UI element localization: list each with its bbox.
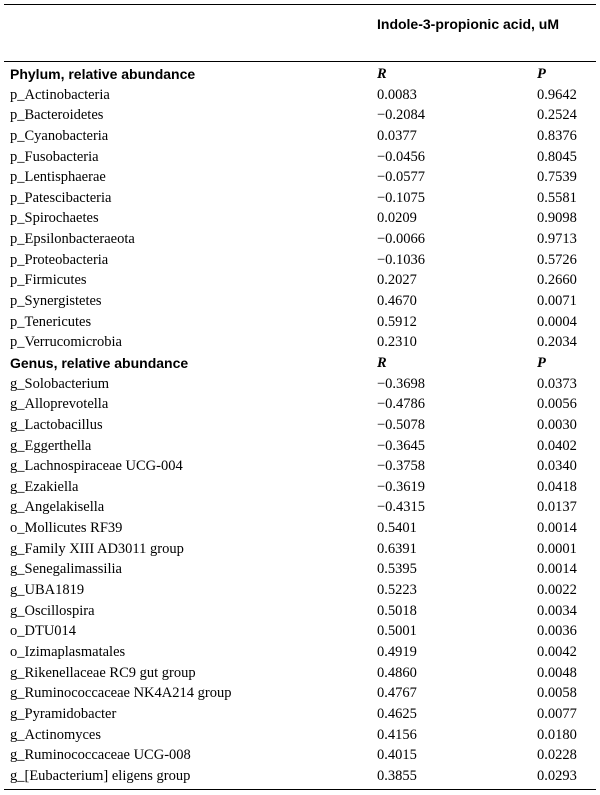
p-column-label: P [537, 354, 546, 371]
r-value: 0.2310 [377, 334, 417, 351]
r-value: 0.2027 [377, 272, 417, 289]
taxon-name: p_Verrucomicrobia [10, 334, 122, 351]
p-value: 0.0030 [537, 416, 577, 433]
taxon-name: p_Fusobacteria [10, 148, 99, 165]
r-value: 0.5001 [377, 623, 417, 640]
p-value: 0.0340 [537, 458, 577, 475]
taxon-name: g_Family XIII AD3011 group [10, 540, 184, 557]
p-value: 0.2524 [537, 107, 577, 124]
table-row [4, 126, 596, 147]
taxon-name: g_Solobacterium [10, 375, 110, 392]
p-value: 0.5726 [537, 251, 577, 268]
taxon-name: g_Ruminococcaceae UCG-008 [10, 747, 191, 764]
r-value: 0.5401 [377, 520, 417, 537]
p-value: 0.0048 [537, 664, 577, 681]
table-row [4, 683, 596, 704]
table-row [4, 559, 596, 580]
r-value: −0.3698 [377, 375, 426, 392]
table-row [4, 497, 596, 518]
r-value: −0.4786 [377, 396, 426, 413]
taxon-name: p_Actinobacteria [10, 86, 110, 103]
table-row [4, 167, 596, 188]
r-value: 0.4670 [377, 293, 417, 310]
r-value: 0.6391 [377, 540, 417, 557]
taxon-name: p_Firmicutes [10, 272, 87, 289]
r-value: −0.4315 [377, 499, 426, 516]
taxon-name: g_Pyramidobacter [10, 705, 117, 722]
p-value: 0.0228 [537, 747, 577, 764]
taxon-name: g_Ruminococcaceae NK4A214 group [10, 685, 232, 702]
r-column-label: R [377, 66, 387, 82]
r-value: 0.4919 [377, 643, 417, 660]
table-row [4, 580, 596, 601]
p-value: 0.0180 [537, 726, 577, 743]
p-value: 0.9642 [537, 86, 577, 103]
r-value: 0.4860 [377, 664, 417, 681]
taxon-name: g_Actinomyces [10, 726, 102, 743]
table-row [4, 147, 596, 168]
p-value: 0.0293 [537, 767, 577, 784]
p-value: 0.0077 [537, 705, 577, 722]
taxon-name: g_Angelakisella [10, 499, 105, 516]
section-label: Phylum, relative abundance [10, 66, 196, 82]
p-value: 0.0022 [537, 582, 577, 599]
p-value: 0.7539 [537, 169, 577, 186]
taxon-name: g_UBA1819 [10, 582, 85, 599]
table-row [4, 188, 596, 209]
section-label: Genus, relative abundance [10, 354, 189, 371]
r-value: −0.0577 [377, 169, 426, 186]
taxon-name: g_Oscillospira [10, 602, 95, 619]
r-column-label: R [377, 354, 387, 371]
correlation-table [4, 4, 596, 790]
table-row [4, 539, 596, 560]
taxon-name: p_Cyanobacteria [10, 127, 109, 144]
taxon-name: p_Proteobacteria [10, 251, 109, 268]
p-value: 0.0034 [537, 602, 577, 619]
table-row [4, 725, 596, 746]
p-value: 0.2034 [537, 334, 577, 351]
taxon-name: p_Synergistetes [10, 293, 102, 310]
taxon-name: g_Lactobacillus [10, 416, 103, 433]
table-row [4, 704, 596, 725]
table-row [4, 456, 596, 477]
p-value: 0.0056 [537, 396, 577, 413]
r-value: 0.0083 [377, 86, 417, 103]
table-row [4, 436, 596, 457]
table-body [4, 62, 596, 789]
r-value: 0.5018 [377, 602, 417, 619]
taxon-name: o_Izimaplasmatales [10, 643, 126, 660]
table-row [4, 291, 596, 312]
r-value: −0.0456 [377, 148, 426, 165]
taxon-name: p_Patescibacteria [10, 189, 112, 206]
taxon-name: p_Bacteroidetes [10, 107, 104, 124]
table-row [4, 270, 596, 291]
taxon-name: o_Mollicutes RF39 [10, 520, 123, 537]
r-value: −0.5078 [377, 416, 426, 433]
table-row [4, 105, 596, 126]
taxon-name: g_Ezakiella [10, 478, 79, 495]
taxon-name: g_Alloprevotella [10, 396, 109, 413]
p-value: 0.0042 [537, 643, 577, 660]
taxon-name: g_[Eubacterium] eligens group [10, 767, 191, 784]
section-header-row [4, 64, 596, 85]
r-value: −0.2084 [377, 107, 426, 124]
table-row [4, 374, 596, 395]
table-row [4, 312, 596, 333]
p-value: 0.0014 [537, 520, 577, 537]
table-row [4, 642, 596, 663]
taxon-name: g_Eggerthella [10, 437, 92, 454]
r-value: 0.0377 [377, 127, 417, 144]
p-value: 0.0004 [537, 313, 577, 330]
taxon-name: p_Lentisphaerae [10, 169, 106, 186]
p-value: 0.0137 [537, 499, 577, 516]
p-value: 0.9098 [537, 210, 577, 227]
taxon-name: o_DTU014 [10, 623, 77, 640]
table-row [4, 518, 596, 539]
taxon-name: g_Rikenellaceae RC9 gut group [10, 664, 196, 681]
taxon-name: p_Epsilonbacteraeota [10, 231, 135, 248]
p-value: 0.0014 [537, 561, 577, 578]
table-row [4, 250, 596, 271]
table-row [4, 477, 596, 498]
column-title: Indole-3-propionic acid, uM [377, 16, 559, 32]
taxon-name: p_Tenericutes [10, 313, 92, 330]
r-value: −0.1075 [377, 189, 426, 206]
taxon-name: g_Lachnospiraceae UCG-004 [10, 458, 183, 475]
p-value: 0.2660 [537, 272, 577, 289]
p-value: 0.0071 [537, 293, 577, 310]
section-header-row [4, 353, 596, 374]
r-value: 0.5223 [377, 582, 417, 599]
r-value: 0.4767 [377, 685, 417, 702]
table-row [4, 766, 596, 787]
table-row [4, 415, 596, 436]
taxon-name: p_Spirochaetes [10, 210, 99, 227]
p-value: 0.9713 [537, 231, 577, 248]
r-value: 0.5395 [377, 561, 417, 578]
table-row [4, 621, 596, 642]
r-value: −0.3645 [377, 437, 426, 454]
p-value: 0.0373 [537, 375, 577, 392]
p-value: 0.0418 [537, 478, 577, 495]
r-value: 0.4625 [377, 705, 417, 722]
r-value: −0.1036 [377, 251, 426, 268]
table-header [4, 5, 596, 62]
table-row [4, 332, 596, 353]
r-value: 0.4156 [377, 726, 417, 743]
r-value: 0.3855 [377, 767, 417, 784]
table-row [4, 394, 596, 415]
r-value: −0.3758 [377, 458, 426, 475]
table-row [4, 208, 596, 229]
r-value: 0.0209 [377, 210, 417, 227]
table-row [4, 85, 596, 106]
table-row [4, 601, 596, 622]
table-row [4, 229, 596, 250]
r-value: −0.0066 [377, 231, 426, 248]
p-value: 0.0058 [537, 685, 577, 702]
table-row [4, 745, 596, 766]
r-value: 0.4015 [377, 747, 417, 764]
p-value: 0.8045 [537, 148, 577, 165]
p-value: 0.0036 [537, 623, 577, 640]
r-value: 0.5912 [377, 313, 417, 330]
p-value: 0.8376 [537, 127, 577, 144]
r-value: −0.3619 [377, 478, 426, 495]
p-value: 0.5581 [537, 189, 577, 206]
p-value: 0.0001 [537, 540, 577, 557]
p-value: 0.0402 [537, 437, 577, 454]
taxon-name: g_Senegalimassilia [10, 561, 122, 578]
p-column-label: P [537, 66, 546, 82]
table-row [4, 663, 596, 684]
